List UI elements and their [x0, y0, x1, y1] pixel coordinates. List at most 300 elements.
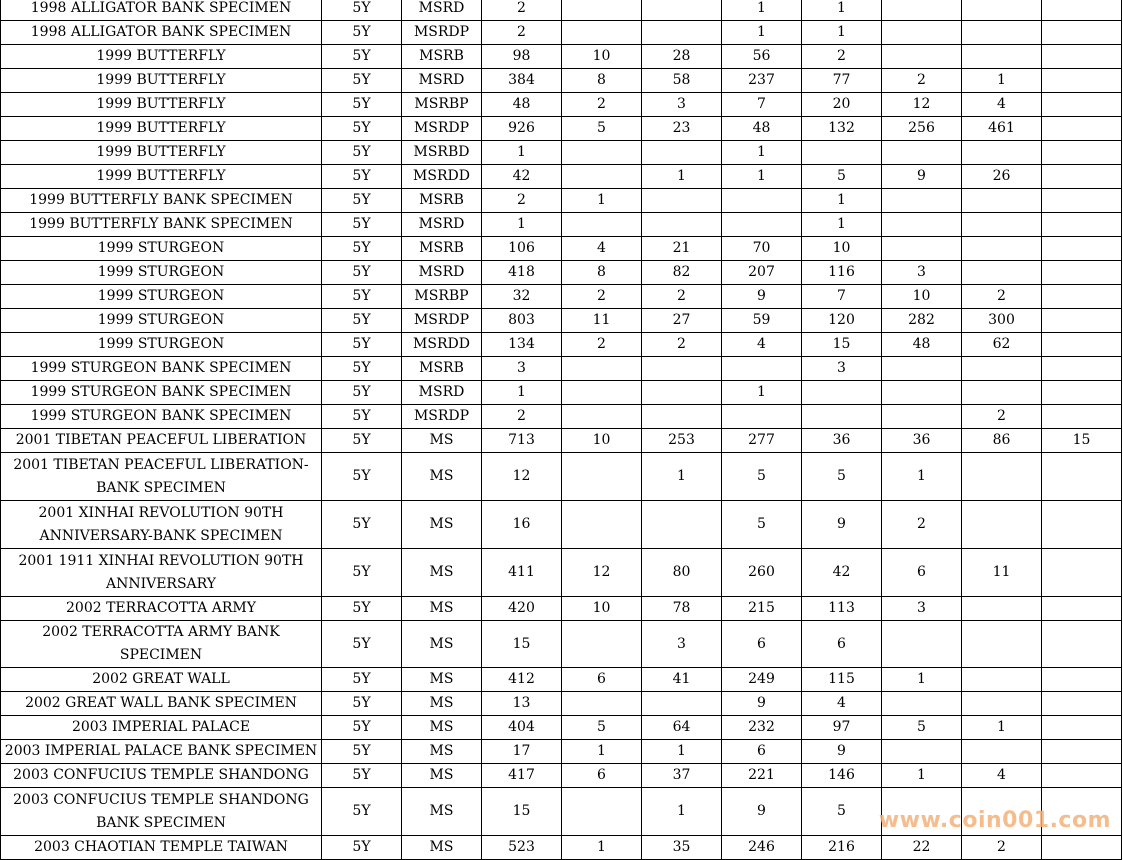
- total-cell: 17: [482, 740, 562, 764]
- grade-col-1-cell: 1: [562, 189, 642, 213]
- grade-col-3-cell: 1: [722, 165, 802, 189]
- table-row: [1, 261, 1122, 285]
- table-row: [1, 740, 1122, 764]
- grade-col-2-cell: 2: [642, 285, 722, 309]
- grade-col-5-cell: 3: [882, 597, 962, 621]
- grade-type-cell: MSRD: [402, 213, 482, 237]
- grade-col-2-cell: [642, 0, 722, 21]
- grade-col-1-cell: 8: [562, 261, 642, 285]
- total-cell: 926: [482, 117, 562, 141]
- grade-type-cell: MS: [402, 788, 482, 836]
- coin-name-cell: 1998 ALLIGATOR BANK SPECIMEN: [1, 21, 322, 45]
- total-cell: 32: [482, 285, 562, 309]
- grade-col-6-cell: 461: [962, 117, 1042, 141]
- grade-col-1-cell: 2: [562, 285, 642, 309]
- grade-col-7-cell: [1042, 357, 1122, 381]
- table-row: [1, 668, 1122, 692]
- grade-type-cell: MS: [402, 692, 482, 716]
- grade-col-5-cell: 6: [882, 549, 962, 597]
- grade-col-4-cell: 146: [802, 764, 882, 788]
- grade-col-6-cell: [962, 453, 1042, 501]
- grade-col-5-cell: 1: [882, 453, 962, 501]
- grade-col-6-cell: [962, 692, 1042, 716]
- coin-name-cell: 1999 BUTTERFLY BANK SPECIMEN: [1, 189, 322, 213]
- denomination-cell: 5Y: [322, 429, 402, 453]
- grade-col-7-cell: 15: [1042, 429, 1122, 453]
- table-row: [1, 117, 1122, 141]
- grade-col-6-cell: 11: [962, 549, 1042, 597]
- grade-col-1-cell: [562, 165, 642, 189]
- coin-name-cell: 1999 BUTTERFLY: [1, 45, 322, 69]
- grade-col-3-cell: 246: [722, 836, 802, 860]
- grade-col-5-cell: [882, 381, 962, 405]
- denomination-cell: 5Y: [322, 788, 402, 836]
- grade-col-1-cell: 1: [562, 740, 642, 764]
- table-row: [1, 597, 1122, 621]
- grade-col-4-cell: [802, 381, 882, 405]
- grade-col-3-cell: 56: [722, 45, 802, 69]
- grade-col-5-cell: [882, 237, 962, 261]
- denomination-cell: 5Y: [322, 237, 402, 261]
- table-row: [1, 213, 1122, 237]
- table-row: [1, 429, 1122, 453]
- table-row: [1, 453, 1122, 501]
- grade-col-5-cell: [882, 357, 962, 381]
- grade-col-2-cell: 35: [642, 836, 722, 860]
- grade-col-3-cell: 232: [722, 716, 802, 740]
- grade-col-7-cell: [1042, 764, 1122, 788]
- table-row: [1, 764, 1122, 788]
- grade-col-5-cell: [882, 213, 962, 237]
- grade-col-7-cell: [1042, 213, 1122, 237]
- denomination-cell: 5Y: [322, 453, 402, 501]
- grade-col-3-cell: 9: [722, 692, 802, 716]
- grade-col-6-cell: 300: [962, 309, 1042, 333]
- grade-col-1-cell: [562, 621, 642, 668]
- grade-col-6-cell: 2: [962, 836, 1042, 860]
- grade-col-6-cell: [962, 597, 1042, 621]
- grade-col-2-cell: 1: [642, 165, 722, 189]
- grade-col-5-cell: [882, 692, 962, 716]
- denomination-cell: 5Y: [322, 668, 402, 692]
- grade-col-7-cell: [1042, 165, 1122, 189]
- coin-name-cell: 1999 STURGEON BANK SPECIMEN: [1, 357, 322, 381]
- grade-col-4-cell: 120: [802, 309, 882, 333]
- total-cell: 98: [482, 45, 562, 69]
- grade-col-7-cell: [1042, 621, 1122, 668]
- table-row: [1, 189, 1122, 213]
- grade-col-5-cell: [882, 405, 962, 429]
- grade-col-4-cell: 42: [802, 549, 882, 597]
- grade-col-4-cell: 1: [802, 21, 882, 45]
- grade-col-6-cell: 4: [962, 764, 1042, 788]
- coin-name-cell: 2003 CONFUCIUS TEMPLE SHANDONG: [1, 764, 322, 788]
- total-cell: 48: [482, 93, 562, 117]
- grade-type-cell: MSRB: [402, 189, 482, 213]
- grade-col-6-cell: 4: [962, 93, 1042, 117]
- total-cell: 13: [482, 692, 562, 716]
- grade-type-cell: MS: [402, 716, 482, 740]
- total-cell: 16: [482, 501, 562, 549]
- grade-col-4-cell: 77: [802, 69, 882, 93]
- grade-col-7-cell: [1042, 549, 1122, 597]
- grade-col-7-cell: [1042, 93, 1122, 117]
- grade-col-7-cell: [1042, 501, 1122, 549]
- coin-name-cell: 1998 ALLIGATOR BANK SPECIMEN: [1, 0, 322, 21]
- grade-col-6-cell: 86: [962, 429, 1042, 453]
- grade-col-1-cell: [562, 141, 642, 165]
- grade-type-cell: MSRDP: [402, 309, 482, 333]
- denomination-cell: 5Y: [322, 764, 402, 788]
- grade-col-6-cell: 2: [962, 285, 1042, 309]
- total-cell: 2: [482, 405, 562, 429]
- site-watermark: www.coin001.com: [878, 808, 1111, 833]
- grade-type-cell: MS: [402, 836, 482, 860]
- grade-col-1-cell: 8: [562, 69, 642, 93]
- grade-col-2-cell: 28: [642, 45, 722, 69]
- grade-col-7-cell: [1042, 453, 1122, 501]
- total-cell: 15: [482, 788, 562, 836]
- grade-col-6-cell: [962, 621, 1042, 668]
- grade-type-cell: MS: [402, 621, 482, 668]
- total-cell: 134: [482, 333, 562, 357]
- grade-col-4-cell: 3: [802, 357, 882, 381]
- grade-col-5-cell: 282: [882, 309, 962, 333]
- total-cell: 803: [482, 309, 562, 333]
- grade-col-3-cell: [722, 357, 802, 381]
- table-row: [1, 405, 1122, 429]
- grade-col-7-cell: [1042, 285, 1122, 309]
- grade-col-1-cell: [562, 21, 642, 45]
- grade-col-6-cell: 2: [962, 405, 1042, 429]
- coin-name-cell: 1999 STURGEON: [1, 261, 322, 285]
- table-row: [1, 621, 1122, 668]
- grade-col-1-cell: 10: [562, 45, 642, 69]
- grade-col-6-cell: [962, 21, 1042, 45]
- grade-col-5-cell: 2: [882, 501, 962, 549]
- denomination-cell: 5Y: [322, 0, 402, 21]
- total-cell: 384: [482, 69, 562, 93]
- coin-name-cell: 1999 STURGEON: [1, 237, 322, 261]
- grade-type-cell: MSRDP: [402, 117, 482, 141]
- grade-col-3-cell: 6: [722, 621, 802, 668]
- denomination-cell: 5Y: [322, 381, 402, 405]
- grade-col-3-cell: 237: [722, 69, 802, 93]
- grade-type-cell: MSRDD: [402, 165, 482, 189]
- grade-type-cell: MSRDP: [402, 21, 482, 45]
- grade-col-5-cell: 3: [882, 261, 962, 285]
- grade-col-2-cell: 27: [642, 309, 722, 333]
- grade-col-7-cell: [1042, 69, 1122, 93]
- grade-col-6-cell: [962, 0, 1042, 21]
- table-row: [1, 716, 1122, 740]
- grade-col-5-cell: 48: [882, 333, 962, 357]
- grade-col-2-cell: 23: [642, 117, 722, 141]
- denomination-cell: 5Y: [322, 285, 402, 309]
- grade-col-2-cell: 80: [642, 549, 722, 597]
- coin-name-cell: 1999 BUTTERFLY: [1, 117, 322, 141]
- grade-col-3-cell: [722, 189, 802, 213]
- total-cell: 2: [482, 21, 562, 45]
- table-row: [1, 165, 1122, 189]
- grade-type-cell: MSRD: [402, 381, 482, 405]
- total-cell: 106: [482, 237, 562, 261]
- grade-type-cell: MSRB: [402, 45, 482, 69]
- denomination-cell: 5Y: [322, 141, 402, 165]
- denomination-cell: 5Y: [322, 836, 402, 860]
- grade-col-5-cell: 1: [882, 668, 962, 692]
- grade-col-2-cell: 41: [642, 668, 722, 692]
- grade-col-6-cell: [962, 141, 1042, 165]
- grade-col-5-cell: 22: [882, 836, 962, 860]
- grade-col-7-cell: [1042, 381, 1122, 405]
- table-row: [1, 0, 1122, 21]
- grade-col-5-cell: 36: [882, 429, 962, 453]
- total-cell: 411: [482, 549, 562, 597]
- table-row: [1, 692, 1122, 716]
- coin-name-cell: 2001 TIBETAN PEACEFUL LIBERATION-BANK SPECIMEN: [1, 453, 322, 501]
- total-cell: 404: [482, 716, 562, 740]
- grade-col-6-cell: [962, 213, 1042, 237]
- grade-col-1-cell: [562, 213, 642, 237]
- grade-col-3-cell: 48: [722, 117, 802, 141]
- table-row: [1, 285, 1122, 309]
- grade-col-7-cell: [1042, 309, 1122, 333]
- grade-col-4-cell: 2: [802, 45, 882, 69]
- grade-col-4-cell: 97: [802, 716, 882, 740]
- grade-col-4-cell: 5: [802, 453, 882, 501]
- grade-col-1-cell: 11: [562, 309, 642, 333]
- grade-col-2-cell: 64: [642, 716, 722, 740]
- grade-type-cell: MS: [402, 549, 482, 597]
- denomination-cell: 5Y: [322, 261, 402, 285]
- grade-col-5-cell: [882, 740, 962, 764]
- table-row: [1, 549, 1122, 597]
- grade-col-3-cell: 249: [722, 668, 802, 692]
- grade-col-5-cell: [882, 189, 962, 213]
- grade-col-1-cell: 4: [562, 237, 642, 261]
- grade-col-2-cell: [642, 357, 722, 381]
- grade-col-6-cell: [962, 740, 1042, 764]
- grade-col-3-cell: 6: [722, 740, 802, 764]
- grade-col-4-cell: 113: [802, 597, 882, 621]
- grade-col-3-cell: 215: [722, 597, 802, 621]
- table-row: [1, 237, 1122, 261]
- grade-col-2-cell: [642, 141, 722, 165]
- grade-col-2-cell: 58: [642, 69, 722, 93]
- grade-col-4-cell: 132: [802, 117, 882, 141]
- grade-col-3-cell: 4: [722, 333, 802, 357]
- total-cell: 3: [482, 357, 562, 381]
- grade-col-3-cell: 1: [722, 21, 802, 45]
- denomination-cell: 5Y: [322, 405, 402, 429]
- coin-name-cell: 1999 STURGEON BANK SPECIMEN: [1, 381, 322, 405]
- table-row: [1, 141, 1122, 165]
- grade-type-cell: MS: [402, 501, 482, 549]
- total-cell: 418: [482, 261, 562, 285]
- table-row: [1, 381, 1122, 405]
- denomination-cell: 5Y: [322, 69, 402, 93]
- coin-name-cell: 1999 BUTTERFLY: [1, 141, 322, 165]
- denomination-cell: 5Y: [322, 549, 402, 597]
- grade-col-7-cell: [1042, 21, 1122, 45]
- grade-col-2-cell: 3: [642, 93, 722, 117]
- grade-col-1-cell: 6: [562, 764, 642, 788]
- total-cell: 412: [482, 668, 562, 692]
- grade-col-2-cell: 3: [642, 621, 722, 668]
- grade-col-2-cell: [642, 405, 722, 429]
- grade-col-6-cell: 62: [962, 333, 1042, 357]
- grade-col-5-cell: [882, 621, 962, 668]
- grade-col-1-cell: 6: [562, 668, 642, 692]
- grade-col-6-cell: [962, 501, 1042, 549]
- grade-col-1-cell: 2: [562, 93, 642, 117]
- grade-type-cell: MSRBD: [402, 141, 482, 165]
- grade-col-1-cell: [562, 788, 642, 836]
- grade-col-7-cell: [1042, 141, 1122, 165]
- total-cell: 420: [482, 597, 562, 621]
- table-body: [1, 0, 1122, 860]
- coin-name-cell: 1999 BUTTERFLY BANK SPECIMEN: [1, 213, 322, 237]
- coin-name-cell: 1999 BUTTERFLY: [1, 93, 322, 117]
- grade-col-1-cell: [562, 692, 642, 716]
- grade-col-4-cell: 7: [802, 285, 882, 309]
- grade-type-cell: MSRD: [402, 69, 482, 93]
- grade-col-5-cell: 9: [882, 165, 962, 189]
- total-cell: 12: [482, 453, 562, 501]
- coin-name-cell: 2002 TERRACOTTA ARMY BANK SPECIMEN: [1, 621, 322, 668]
- grade-col-1-cell: 5: [562, 716, 642, 740]
- total-cell: 1: [482, 381, 562, 405]
- grade-col-4-cell: 1: [802, 189, 882, 213]
- grade-col-5-cell: [882, 21, 962, 45]
- grade-col-3-cell: 1: [722, 141, 802, 165]
- grade-col-6-cell: 26: [962, 165, 1042, 189]
- grade-type-cell: MS: [402, 429, 482, 453]
- grade-col-7-cell: [1042, 668, 1122, 692]
- grade-col-4-cell: [802, 405, 882, 429]
- grade-col-1-cell: [562, 501, 642, 549]
- grade-col-6-cell: [962, 45, 1042, 69]
- denomination-cell: 5Y: [322, 501, 402, 549]
- grade-col-4-cell: 9: [802, 740, 882, 764]
- grade-type-cell: MSRBP: [402, 93, 482, 117]
- grade-col-2-cell: [642, 381, 722, 405]
- grade-col-1-cell: 10: [562, 597, 642, 621]
- coin-name-cell: 1999 STURGEON BANK SPECIMEN: [1, 405, 322, 429]
- grade-col-7-cell: [1042, 405, 1122, 429]
- grade-type-cell: MS: [402, 668, 482, 692]
- grade-col-4-cell: 5: [802, 788, 882, 836]
- grade-type-cell: MSRD: [402, 261, 482, 285]
- grade-col-5-cell: 12: [882, 93, 962, 117]
- grade-col-7-cell: [1042, 117, 1122, 141]
- grade-col-6-cell: 1: [962, 69, 1042, 93]
- grade-col-3-cell: 221: [722, 764, 802, 788]
- table-row: [1, 357, 1122, 381]
- grade-col-4-cell: 116: [802, 261, 882, 285]
- grade-col-3-cell: 7: [722, 93, 802, 117]
- grade-col-3-cell: 1: [722, 0, 802, 21]
- coin-name-cell: 1999 STURGEON: [1, 309, 322, 333]
- total-cell: 417: [482, 764, 562, 788]
- grade-col-3-cell: [722, 405, 802, 429]
- denomination-cell: 5Y: [322, 21, 402, 45]
- grade-col-4-cell: 6: [802, 621, 882, 668]
- denomination-cell: 5Y: [322, 165, 402, 189]
- grade-col-4-cell: 5: [802, 165, 882, 189]
- coin-name-cell: 2001 1911 XINHAI REVOLUTION 90TH ANNIVERSARY: [1, 549, 322, 597]
- grade-type-cell: MSRB: [402, 237, 482, 261]
- grade-col-7-cell: [1042, 740, 1122, 764]
- grade-col-4-cell: [802, 141, 882, 165]
- grade-col-2-cell: 82: [642, 261, 722, 285]
- grade-col-6-cell: [962, 237, 1042, 261]
- grade-col-4-cell: 9: [802, 501, 882, 549]
- grade-type-cell: MS: [402, 740, 482, 764]
- grade-col-2-cell: [642, 21, 722, 45]
- grade-type-cell: MS: [402, 453, 482, 501]
- table-row: [1, 21, 1122, 45]
- grade-col-3-cell: 207: [722, 261, 802, 285]
- grade-col-3-cell: 277: [722, 429, 802, 453]
- grade-col-7-cell: [1042, 45, 1122, 69]
- denomination-cell: 5Y: [322, 213, 402, 237]
- grade-col-6-cell: [962, 189, 1042, 213]
- grade-col-1-cell: [562, 357, 642, 381]
- coin-name-cell: 1999 BUTTERFLY: [1, 69, 322, 93]
- coin-name-cell: 2003 IMPERIAL PALACE: [1, 716, 322, 740]
- grade-col-7-cell: [1042, 237, 1122, 261]
- coin-name-cell: 2003 CHAOTIAN TEMPLE TAIWAN: [1, 836, 322, 860]
- grade-type-cell: MSRDP: [402, 405, 482, 429]
- grade-col-2-cell: 21: [642, 237, 722, 261]
- grade-col-2-cell: 78: [642, 597, 722, 621]
- coin-name-cell: 2002 GREAT WALL BANK SPECIMEN: [1, 692, 322, 716]
- grade-col-1-cell: [562, 405, 642, 429]
- coin-name-cell: 2003 IMPERIAL PALACE BANK SPECIMEN: [1, 740, 322, 764]
- grade-col-2-cell: [642, 501, 722, 549]
- grade-col-4-cell: 1: [802, 0, 882, 21]
- grade-col-4-cell: 1: [802, 213, 882, 237]
- coin-name-cell: 1999 BUTTERFLY: [1, 165, 322, 189]
- grade-col-6-cell: 1: [962, 716, 1042, 740]
- grade-col-3-cell: 9: [722, 285, 802, 309]
- denomination-cell: 5Y: [322, 692, 402, 716]
- denomination-cell: 5Y: [322, 45, 402, 69]
- grade-type-cell: MS: [402, 597, 482, 621]
- grade-col-2-cell: [642, 189, 722, 213]
- grade-col-2-cell: [642, 213, 722, 237]
- grade-col-1-cell: [562, 381, 642, 405]
- coin-name-cell: 1999 STURGEON: [1, 285, 322, 309]
- grade-col-4-cell: 10: [802, 237, 882, 261]
- denomination-cell: 5Y: [322, 621, 402, 668]
- coin-name-cell: 2001 TIBETAN PEACEFUL LIBERATION: [1, 429, 322, 453]
- coin-name-cell: 2002 TERRACOTTA ARMY: [1, 597, 322, 621]
- denomination-cell: 5Y: [322, 716, 402, 740]
- grade-col-4-cell: 36: [802, 429, 882, 453]
- grade-col-3-cell: 1: [722, 381, 802, 405]
- grade-col-7-cell: [1042, 716, 1122, 740]
- grade-col-3-cell: 9: [722, 788, 802, 836]
- grade-col-7-cell: [1042, 261, 1122, 285]
- table-row: [1, 93, 1122, 117]
- grade-col-1-cell: [562, 0, 642, 21]
- grade-col-6-cell: [962, 381, 1042, 405]
- grade-col-1-cell: 1: [562, 836, 642, 860]
- table-row: [1, 45, 1122, 69]
